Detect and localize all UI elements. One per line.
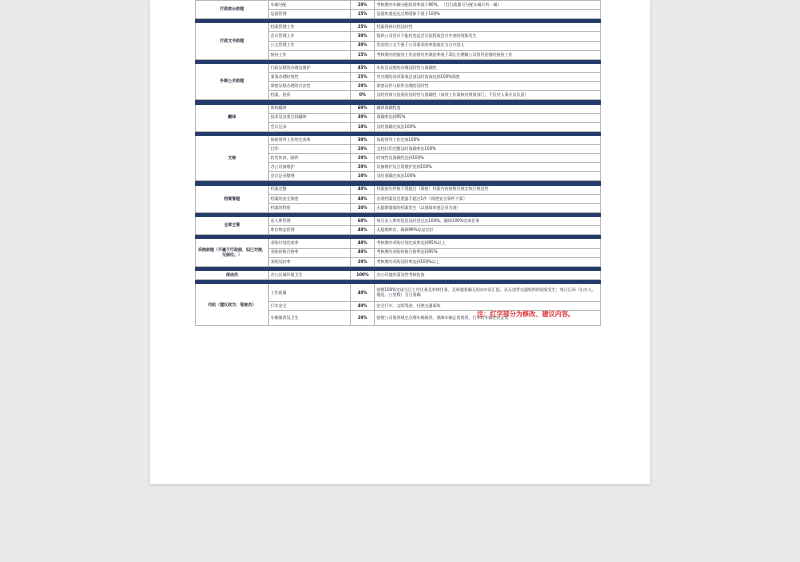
- description-cell: 保密证件与原件办理的及时性: [375, 82, 601, 91]
- description-cell: 考核期内的接待工作安排有序满意率低于3次;应理解公司领导安排的接待工作: [375, 50, 601, 59]
- table-row: [196, 23, 601, 32]
- table-row: [196, 1, 601, 10]
- item-cell: 采购价格合格率: [269, 248, 351, 257]
- percent-cell: 20%: [351, 257, 375, 266]
- description-cell: 时效性及准确性达到100%: [375, 154, 601, 163]
- description-cell: 每日出入库的信息及时登记达100%，确保100%完成任务: [375, 217, 601, 226]
- role-cell: 仓库主管: [196, 217, 269, 235]
- description-cell: 组织公司会议不能有违反会议流程或会议中途的现象发生: [375, 32, 601, 41]
- description-cell: 对办理的各项事务总部及时查询达到100%保密: [375, 73, 601, 82]
- item-cell: 车辆保养及卫生: [269, 311, 351, 326]
- revision-note: 注：红字部分为修改、建议内容。: [477, 310, 575, 318]
- description-cell: 出现档案信息泄露不超过1件（保密安全事件不算）: [375, 194, 601, 203]
- percent-cell: 40%: [351, 226, 375, 235]
- table-row: [196, 284, 601, 302]
- item-cell: 接待工作: [269, 50, 351, 59]
- description-cell: 无超期库存，确保99%存品完好: [375, 226, 601, 235]
- description-cell: 按照100%完成当日工作任务及审核任务，及时做准确无误向车队汇报，从无违背交通规则的现象发生；每日记录（出车人、地址、公里数）当日准确: [375, 284, 601, 302]
- description-cell: 档案资料归档及时性: [375, 23, 601, 32]
- item-cell: 信函管理: [269, 10, 351, 19]
- percent-cell: 40%: [351, 185, 375, 194]
- description-cell: 按照公司保养规定办理车辆保养，保障车辆正常使用，行车时车辆完好正常: [375, 311, 601, 326]
- role-cell: 司机（建议改为：驾驶员）: [196, 284, 269, 326]
- item-cell: 公文管理工作: [269, 41, 351, 50]
- item-cell: 档案、投资: [269, 91, 351, 100]
- item-cell: 会议管理工作: [269, 32, 351, 41]
- percent-cell: 40%: [351, 239, 375, 248]
- percent-cell: 45%: [351, 63, 375, 72]
- item-cell: 事务办理时效性: [269, 73, 351, 82]
- percent-cell: 100%: [351, 270, 375, 279]
- percent-cell: 10%: [351, 122, 375, 131]
- description-cell: 年检及证照的办理及时性与准确性: [375, 63, 601, 72]
- role-cell: 保洁员: [196, 270, 269, 279]
- item-cell: 会议记录: [269, 122, 351, 131]
- description-cell: 考核期内采购计划完成率达到95%以上: [375, 239, 601, 248]
- item-cell: 工作质量: [269, 284, 351, 302]
- item-cell: 档案完整: [269, 185, 351, 194]
- table-row: [196, 63, 601, 72]
- description-cell: 考核期内采购价格合格率达到95%: [375, 248, 601, 257]
- description-cell: 无超期借阅的档案发生（以借阅审批记录为准）: [375, 203, 601, 212]
- percent-cell: 30%: [351, 135, 375, 144]
- percent-cell: 20%: [351, 1, 375, 10]
- item-cell: 行政证照的办理及维护: [269, 63, 351, 72]
- item-cell: 打印: [269, 145, 351, 154]
- description-cell: 考核期内车辆分配投诉率低于80%，（目行政都可分配车辆只有一辆）: [375, 1, 601, 10]
- percent-cell: 20%: [351, 154, 375, 163]
- percent-cell: 20%: [351, 145, 375, 154]
- item-cell: 采购及时率: [269, 257, 351, 266]
- role-cell: 采购助理（不属于行政部，但已对接，无部位。）: [196, 239, 269, 266]
- percent-cell: 30%: [351, 41, 375, 50]
- item-cell: 行车安全: [269, 302, 351, 311]
- table-row: [196, 185, 601, 194]
- role-cell: 翻译: [196, 104, 269, 131]
- percent-cell: 20%: [351, 82, 375, 91]
- item-cell: 会议记录整理: [269, 172, 351, 181]
- item-cell: 技术及各类合同翻译: [269, 113, 351, 122]
- percent-cell: 15%: [351, 10, 375, 19]
- kpi-table: [195, 0, 601, 326]
- percent-cell: 15%: [351, 50, 375, 59]
- item-cell: 出入库管理: [269, 217, 351, 226]
- percent-cell: 30%: [351, 32, 375, 41]
- item-cell: 采购计划完成率: [269, 239, 351, 248]
- description-cell: 及时准确完成达100%: [375, 122, 601, 131]
- role-cell: 外联公关助理: [196, 63, 269, 99]
- percent-cell: 0%: [351, 91, 375, 100]
- document-page: [150, 0, 650, 484]
- item-cell: 档案管理工作: [269, 23, 351, 32]
- description-cell: 协助领导工作完成100%: [375, 135, 601, 144]
- description-cell: 设备维护及日常维护达到100%: [375, 163, 601, 172]
- description-cell: 办公环境的清洁性考核检查: [375, 270, 601, 279]
- description-cell: 及时准确完成达100%: [375, 172, 601, 181]
- description-cell: 文档打印完整及时准确率达100%: [375, 145, 601, 154]
- description-cell: 及时有效与投资的及时性与准确性（该项工作需核对财务部门，不仅对人事专员负责）: [375, 91, 601, 100]
- description-cell: 安全行车，文明驾驶，杜绝交通事故: [375, 302, 601, 311]
- item-cell: 收发传真、邮件: [269, 154, 351, 163]
- percent-cell: 20%: [351, 203, 375, 212]
- description-cell: 发布的公文不低于公司需求的审批或在当日内登入: [375, 41, 601, 50]
- description-cell: 翻译准确程度: [375, 104, 601, 113]
- role-cell: 文秘: [196, 135, 269, 180]
- percent-cell: 20%: [351, 163, 375, 172]
- description-cell: 准确率达到95%: [375, 113, 601, 122]
- percent-cell: 60%: [351, 217, 375, 226]
- item-cell: 库存物品管理: [269, 226, 351, 235]
- item-cell: 档案的利用: [269, 203, 351, 212]
- item-cell: 资料翻译: [269, 104, 351, 113]
- percent-cell: 25%: [351, 23, 375, 32]
- description-cell: 档案损失件数不得超过（保密）档案内容按照其规定执行规范性: [375, 185, 601, 194]
- item-cell: 办公区域环境卫生: [269, 270, 351, 279]
- role-cell: 档案管理: [196, 185, 269, 212]
- role-cell: 行政文书助理: [196, 23, 269, 59]
- percent-cell: 40%: [351, 284, 375, 302]
- item-cell: 档案的安全保密: [269, 194, 351, 203]
- table-row: [196, 239, 601, 248]
- item-cell: 办公设备维护: [269, 163, 351, 172]
- item-cell: 协助领导工作的完成率: [269, 135, 351, 144]
- item-cell: 车辆分配: [269, 1, 351, 10]
- percent-cell: 20%: [351, 311, 375, 326]
- percent-cell: 40%: [351, 248, 375, 257]
- percent-cell: 10%: [351, 172, 375, 181]
- table-row: [196, 270, 601, 279]
- percent-cell: 30%: [351, 113, 375, 122]
- description-cell: 信函快递送达过期现象不低于100%: [375, 10, 601, 19]
- percent-cell: 60%: [351, 104, 375, 113]
- percent-cell: 40%: [351, 194, 375, 203]
- table-row: [196, 135, 601, 144]
- role-cell: 行政前台助理: [196, 1, 269, 19]
- item-cell: 保密证照办理的合法性: [269, 82, 351, 91]
- table-row: [196, 104, 601, 113]
- table-row: [196, 217, 601, 226]
- percent-cell: 25%: [351, 73, 375, 82]
- description-cell: 考核期内采购及时率达到100%以上: [375, 257, 601, 266]
- percent-cell: 40%: [351, 302, 375, 311]
